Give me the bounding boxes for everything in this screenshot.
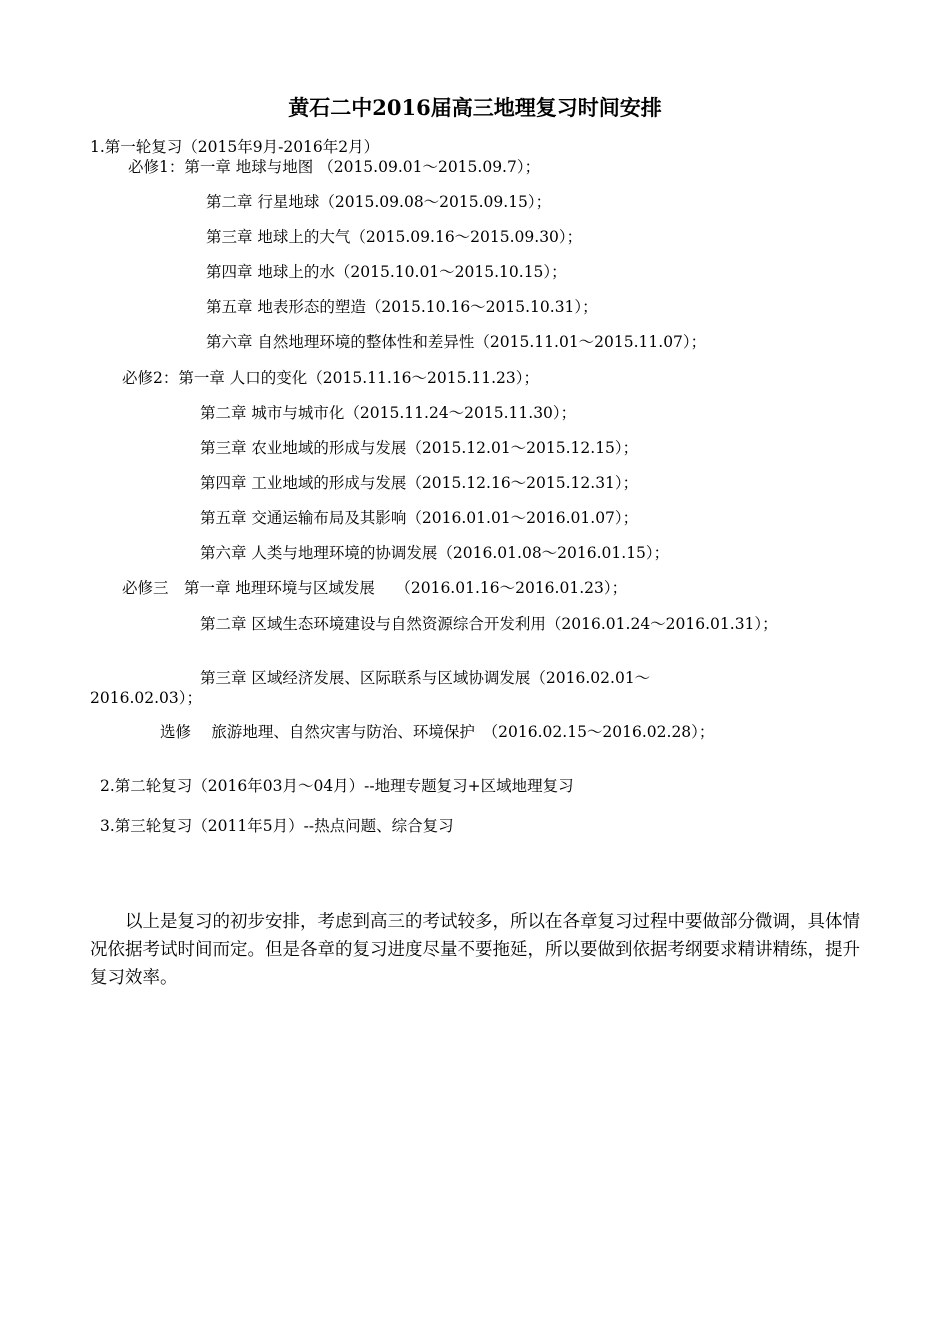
compulsory3-ch2: 第二章 区域生态环境建设与自然资源综合开发利用（2016.01.24～2016.01.31）； bbox=[200, 615, 778, 633]
compulsory2-ch4: 第四章 工业地域的形成与发展（2015.12.16～2015.12.31）； bbox=[200, 474, 639, 492]
compulsory1-ch6: 第六章 自然地理环境的整体性和差异性（2015.11.01～2015.11.07）； bbox=[206, 333, 707, 351]
compulsory1-ch2: 第二章 行星地球（2015.09.08～2015.09.15）； bbox=[206, 193, 552, 211]
compulsory1-ch4: 第四章 地球上的水（2015.10.01～2015.10.15）； bbox=[206, 263, 567, 281]
compulsory3-ch3: 第三章 区域经济发展、区际联系与区域协调发展（2016.02.01～2016.02.03）； bbox=[90, 669, 651, 707]
round2-line: 2.第二轮复习（2016年03月～04月）--地理专题复习+区域地理复习 bbox=[100, 777, 574, 795]
compulsory1-ch1: 必修1：第一章 地球与地图 （2015.09.01～2015.09.7）； bbox=[128, 158, 541, 176]
elective-line: 选修 旅游地理、自然灾害与防治、环境保护 （2016.02.15～2016.02.28）； bbox=[160, 723, 715, 741]
compulsory2-ch1: 必修2：第一章 人口的变化（2015.11.16～2015.11.23）； bbox=[122, 369, 540, 387]
compulsory2-ch2: 第二章 城市与城市化（2015.11.24～2015.11.30）； bbox=[200, 404, 577, 422]
compulsory2-ch3: 第三章 农业地域的形成与发展（2015.12.01～2015.12.15）； bbox=[200, 439, 639, 457]
round1-heading: 1.第一轮复习（2015年9月-2016年2月） bbox=[90, 138, 380, 156]
page-title: 黄石二中2016届高三地理复习时间安排 bbox=[288, 95, 662, 120]
compulsory3-ch1: 必修三 第一章 地理环境与区域发展 （2016.01.16～2016.01.23）； bbox=[122, 579, 628, 597]
round3-line: 3.第三轮复习（2011年5月）--热点问题、综合复习 bbox=[100, 817, 454, 835]
compulsory1-ch5: 第五章 地表形态的塑造（2015.10.16～2015.10.31）； bbox=[206, 298, 598, 316]
compulsory2-ch6: 第六章 人类与地理环境的协调发展（2016.01.08～2016.01.15）； bbox=[200, 544, 670, 562]
closing-note: 以上是复习的初步安排，考虑到高三的考试较多，所以在各章复习过程中要做部分微调，具体情况依据考试时间而定。但是各章的复习进度尽量不要拖延，所以要做到依据考纲要求精讲精练，提升复习效率。 bbox=[90, 912, 860, 988]
compulsory1-ch3: 第三章 地球上的大气（2015.09.16～2015.09.30）； bbox=[206, 228, 583, 246]
compulsory2-ch5: 第五章 交通运输布局及其影响（2016.01.01～2016.01.07）； bbox=[200, 509, 639, 527]
